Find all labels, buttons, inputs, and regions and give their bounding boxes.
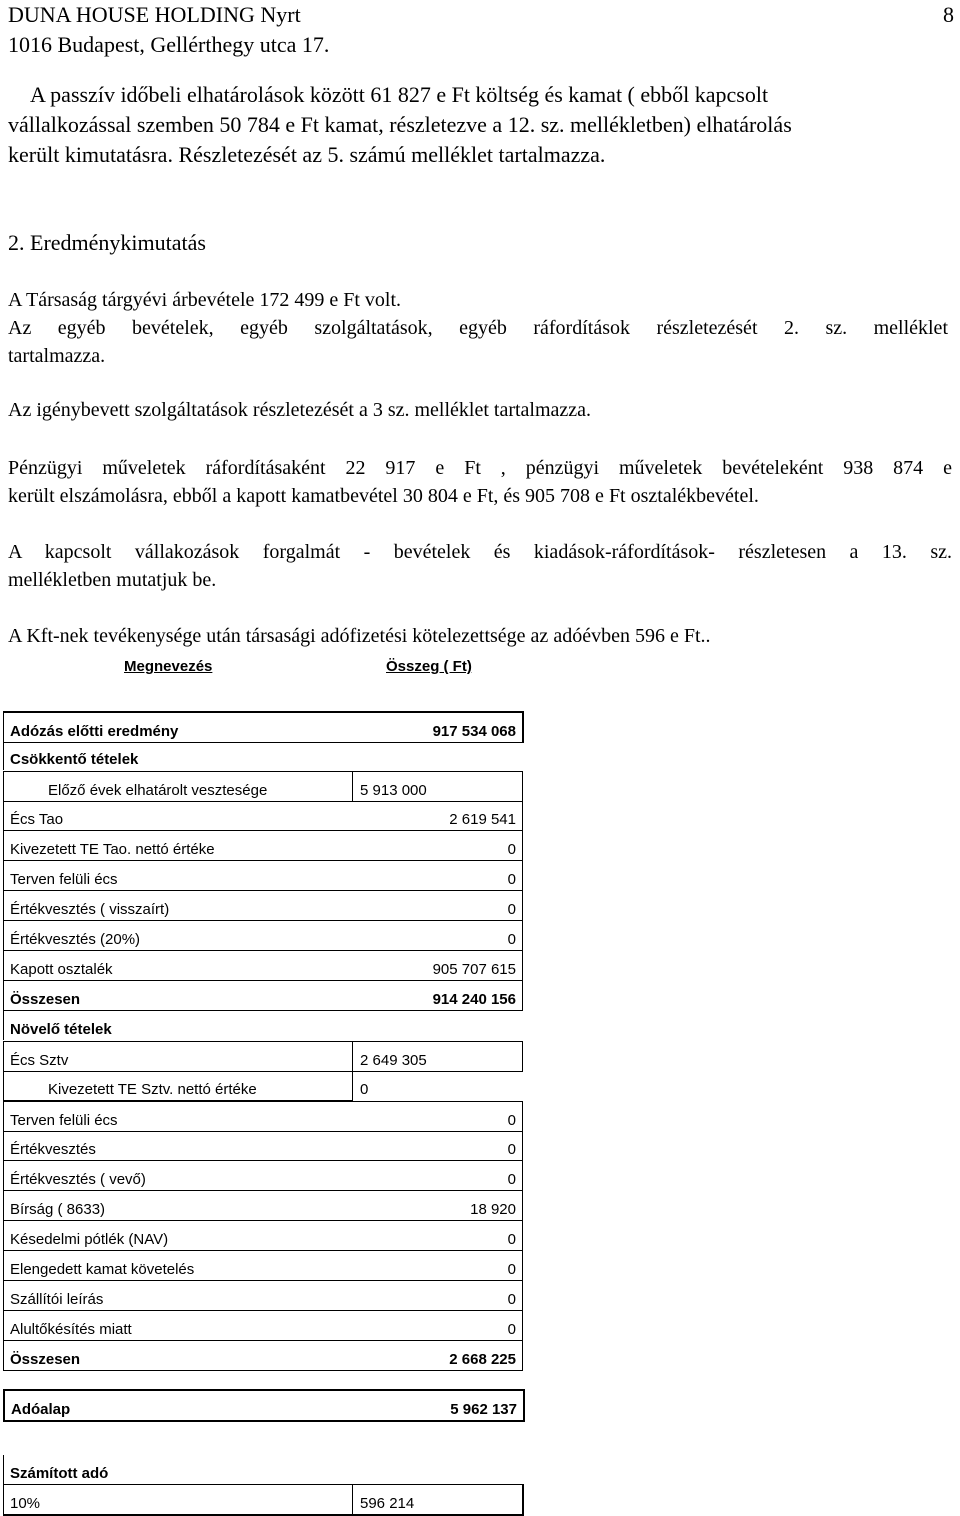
tax-base-label: Adóalap [11,1401,71,1418]
calc-tax-heading: Számított adó [10,1465,109,1482]
table-row [3,951,523,981]
decrease-total-row [3,981,523,1011]
table-row [3,831,523,861]
other-items-line-1: Az egyéb bevételek, egyéb szolgáltatások, egyéb ráfordítások részletezését 2. sz. melléklet [8,317,948,339]
financial-line-2: került elszámolásra, ebből a kapott kamatbevétel 30 804 e Ft, és 905 708 e Ft osztalékbevétel. [8,485,759,507]
row-value: 0 [507,1321,516,1338]
revenue-paragraph: A Társaság tárgyévi árbevétele 172 499 e Ft volt. [8,289,402,311]
pretax-value: 917 534 068 [432,723,516,740]
related-line-1: A kapcsolt vállakozások forgalmát - bevételek és kiadások-ráfordítások- részletesen a 13. sz. [8,541,952,563]
row-value: 0 [507,1171,516,1188]
row-label: Terven felüli écs [10,871,118,888]
row-label: Elengedett kamat követelés [10,1261,195,1278]
row-label: Kivezetett TE Sztv. nettó értéke [48,1081,257,1098]
row-label: Értékvesztés (20%) [10,931,141,948]
table-row [3,891,523,921]
increase-total-value: 2 668 225 [449,1351,516,1368]
table-row [3,1221,523,1251]
row-label: Écs Tao [10,811,64,828]
table-row [3,1101,523,1132]
row-value: 0 [507,901,516,918]
row-label: Kapott osztalék [10,961,113,978]
other-items-line-2: tartalmazza. [8,345,106,367]
intro-line-3: került kimutatásra. Részletezését az 5. számú melléklet tartalmazza. [8,142,606,167]
row-value: 0 [507,1141,516,1158]
row-label: Alultőkésítés miatt [10,1321,132,1338]
row-label: Terven felüli écs [10,1112,118,1129]
section-heading: 2. Eredménykimutatás [8,230,206,255]
increase-heading: Növelő tételek [10,1021,112,1038]
row-value: 0 [507,1231,516,1248]
row-value: 2 619 541 [449,811,516,828]
row-value: 0 [360,1081,369,1098]
decrease-heading-row [3,741,522,770]
row-label: Bírság ( 8633) [10,1201,106,1218]
column-name-heading: Megnevezés [124,658,213,675]
company-name: DUNA HOUSE HOLDING Nyrt [8,2,301,27]
column-amount-heading: Összeg ( Ft) [386,658,472,675]
row-value: 5 913 000 [360,782,427,799]
table-row [3,1161,523,1191]
increase-total-label: Összesen [10,1351,81,1368]
tax-liability-paragraph: A Kft-nek tevékenysége után társasági adófizetési kötelezettsége az adóévben 596 e Ft.. [8,625,711,647]
calc-tax-row [3,1484,524,1516]
decrease-total-value: 914 240 156 [432,991,516,1008]
table-row [3,1281,523,1311]
table-row [3,1251,523,1281]
table-row [3,921,523,951]
table-row [3,1311,523,1341]
row-label: Előző évek elhatárolt vesztesége [48,782,268,799]
tax-rate: 10% [10,1495,41,1512]
financial-line-1: Pénzügyi műveletek ráfordításaként 22 917 e Ft , pénzügyi műveletek bevételeként 938 874 e [8,457,952,479]
table-row [3,771,523,802]
table-row [3,1041,523,1072]
row-value: 0 [507,841,516,858]
table-row [3,861,523,891]
increase-heading-row [3,1011,522,1040]
row-value: 18 920 [470,1201,516,1218]
company-address: 1016 Budapest, Gellérthegy utca 17. [8,32,330,57]
calc-tax-heading-row [3,1455,522,1484]
row-label: Kivezetett TE Tao. nettó értéke [10,841,215,858]
row-value: 905 707 615 [432,961,516,978]
row-label: Késedelmi pótlék (NAV) [10,1231,169,1248]
row-value: 2 649 305 [360,1052,427,1069]
table-row [3,1071,369,1101]
page-number: 8 [943,2,954,27]
decrease-total-label: Összesen [10,991,81,1008]
decrease-heading: Csökkentő tételek [10,751,139,768]
row-label: Écs Sztv [10,1052,69,1069]
tax-base-row [3,1389,525,1422]
services-paragraph: Az igénybevett szolgáltatások részletezését a 3 sz. melléklet tartalmazza. [8,399,592,421]
row-label: Értékvesztés ( visszaírt) [10,901,170,918]
table-row [3,801,523,831]
pretax-row [3,711,524,743]
row-label: Értékvesztés [10,1141,96,1158]
row-value: 0 [507,1291,516,1308]
intro-line-2: vállalkozással szemben 50 784 e Ft kamat, részletezve a 12. sz. mellékletben) elhatárolás [8,112,792,137]
row-value: 0 [507,1261,516,1278]
row-value: 0 [507,931,516,948]
intro-line-1: A passzív időbeli elhatárolások között 61 827 e Ft költség és kamat ( ebből kapcsolt [30,82,769,107]
row-value: 0 [507,871,516,888]
tax-amount: 596 214 [360,1495,415,1512]
row-value: 0 [507,1112,516,1129]
row-label: Szállítói leírás [10,1291,104,1308]
table-row [3,1131,523,1161]
increase-total-row [3,1341,523,1371]
tax-base-value: 5 962 137 [450,1401,517,1418]
pretax-label: Adózás előtti eredmény [10,723,179,740]
row-label: Értékvesztés ( vevő) [10,1171,146,1188]
table-row [3,1191,523,1221]
related-line-2: mellékletben mutatjuk be. [8,569,217,591]
tax-table [3,0,521,1514]
